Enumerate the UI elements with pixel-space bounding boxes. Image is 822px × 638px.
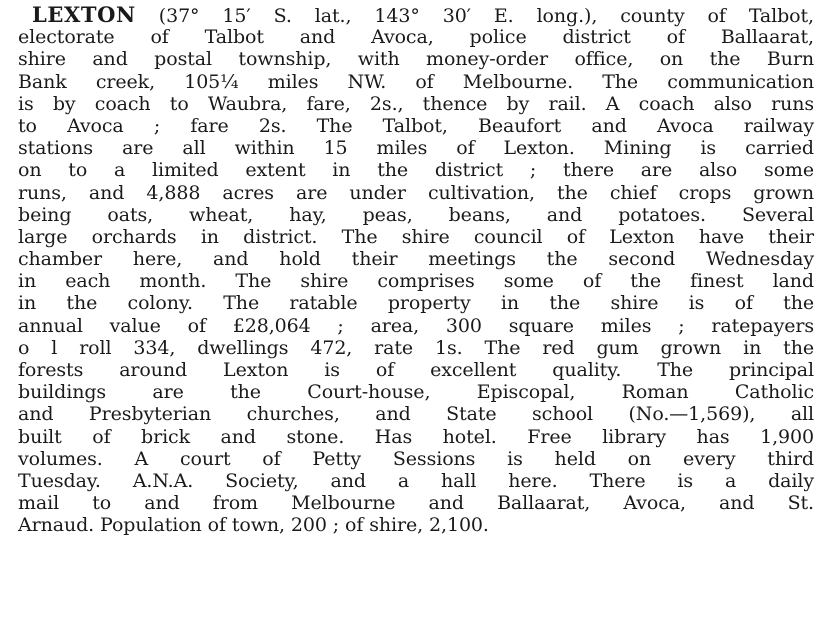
entry-line-6: to Avoca ; fare 2s. The Talbot, Beaufort and Avoca railway	[18, 114, 814, 137]
entry-line-2: electorate of Talbot and Avoca, police district of Ballaarat,	[18, 26, 814, 49]
entry-line-21: volumes. A court of Petty Sessions is held on every third	[18, 447, 814, 470]
entry-line-8: on to a limited extent in the district ; there are also some	[18, 159, 814, 182]
entry-line-10: being oats, wheat, hay, peas, beans, and potatoes. Several	[18, 203, 814, 226]
entry-line-18: buildings are the Court-house, Episcopal, Roman Catholic	[18, 381, 814, 404]
entry-line-17: forests around Lexton is of excellent quality. The principal	[18, 359, 814, 381]
entry-line-3: shire and postal township, with money-order office, on the Burn	[18, 48, 814, 71]
entry-line-5: is by coach to Waubra, fare, 2s., thence by rail. A coach also runs	[18, 92, 814, 115]
entry-line-14: in the colony. The ratable property in the shire is of the	[18, 292, 814, 315]
entry-line-15: annual value of £28,064 ; area, 300 square miles ; ratepayers	[18, 314, 814, 337]
entry-headword: LEXTON	[32, 2, 136, 27]
entry-line-7: stations are all within 15 miles of Lexton. Mining is carried	[18, 137, 814, 160]
entry-line-24: Arnaud. Population of town, 200 ; of shire, 2,100.	[18, 514, 489, 537]
entry-line-11: large orchards in district. The shire council of Lexton have their	[18, 225, 814, 248]
entry-line-23: mail to and from Melbourne and Ballaarat, Avoca, and St.	[18, 492, 814, 515]
entry-line-22: Tuesday. A.N.A. Society, and a hall here. There is a daily	[18, 469, 814, 492]
entry-line-16: o l roll 334, dwellings 472, rate 1s. The red gum grown in the	[18, 336, 814, 359]
entry-line-20: built of brick and stone. Has hotel. Free library has 1,900	[18, 425, 814, 448]
gazetteer-entry	[18, 4, 818, 634]
entry-line-13: in each month. The shire comprises some of the finest land	[18, 270, 814, 293]
entry-line-1	[32, 4, 814, 26]
entry-line-1-text: (37° 15′ S. lat., 143° 30′ E. long.), county of Talbot,	[135, 5, 814, 27]
entry-line-19: and Presbyterian churches, and State school (No.—1,569), all	[18, 403, 814, 426]
entry-line-9: runs, and 4,888 acres are under cultivation, the chief crops grown	[18, 181, 814, 204]
entry-line-12: chamber here, and hold their meetings the second Wednesday	[18, 248, 814, 271]
entry-line-4: Bank creek, 105¼ miles NW. of Melbourne. The communication	[18, 70, 814, 93]
